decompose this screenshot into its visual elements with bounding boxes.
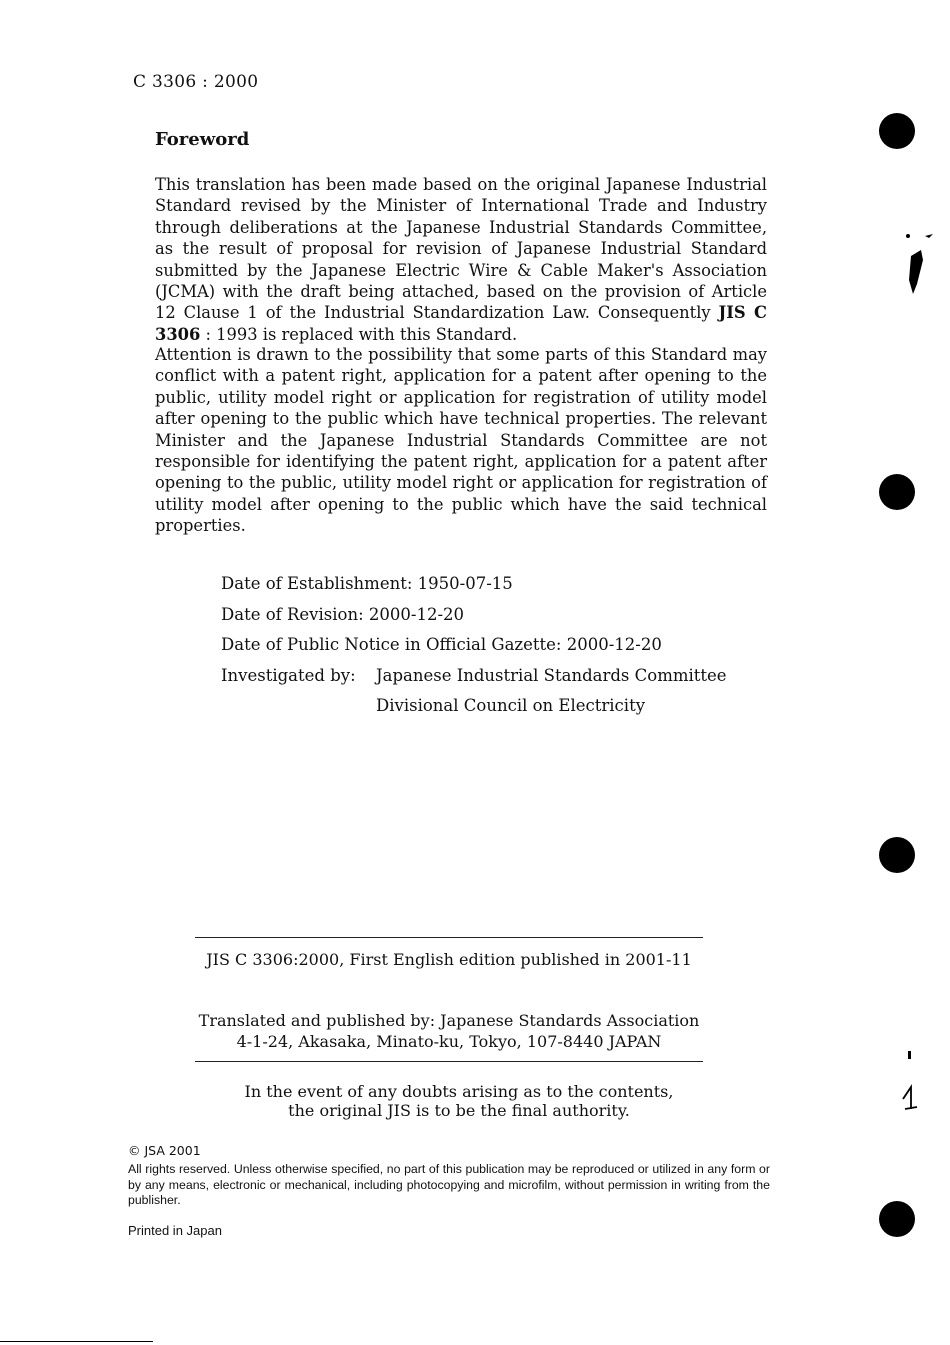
printed-in: Printed in Japan xyxy=(128,1223,222,1238)
revision-value: 2000-12-20 xyxy=(368,604,465,624)
bottom-divider xyxy=(195,1061,703,1062)
punch-hole-1 xyxy=(879,113,915,149)
authority-line-2: the original JIS is to be the final authority. xyxy=(288,1101,630,1120)
publisher-line-1: Translated and published by: Japanese Standards Association xyxy=(198,1011,700,1030)
authority-note xyxy=(195,1082,723,1120)
punch-hole-4 xyxy=(879,1201,915,1237)
gazette-label: Date of Public Notice in Official Gazette: xyxy=(221,635,562,654)
investigated-row xyxy=(221,665,727,715)
jis-reference: JIS C 3306 xyxy=(155,303,767,344)
foreword-paragraph-2 xyxy=(155,344,767,537)
revision-row xyxy=(221,604,727,635)
establishment-label: Date of Establishment: xyxy=(221,574,413,593)
investigated-line-2: Divisional Council on Electricity xyxy=(376,695,646,715)
document-id: C 3306 : 2000 xyxy=(133,72,259,92)
top-divider xyxy=(195,937,703,938)
gazette-row xyxy=(221,634,727,665)
dates-block xyxy=(221,573,727,715)
edge-line xyxy=(0,1341,153,1342)
foreword-heading: Foreword xyxy=(155,129,250,150)
punch-hole-2 xyxy=(879,474,915,510)
copyright-notice: © JSA 2001 xyxy=(128,1143,201,1158)
foreword-paragraph-1 xyxy=(155,174,767,345)
investigated-label: Investigated by: xyxy=(221,665,356,685)
gazette-value: 2000-12-20 xyxy=(566,635,662,654)
rights-statement: All rights reserved. Unless otherwise specified, no part of this publication may be reproduced or utilized in any form or by any means, electronic or mechanical, including photocopying and microfilm, without permission in writing from the publisher. xyxy=(128,1162,770,1208)
authority-line-1: In the event of any doubts arising as to the contents, xyxy=(244,1082,674,1101)
publisher-block xyxy=(195,1010,703,1052)
punch-hole-3 xyxy=(879,837,915,873)
paragraph-2-text: Attention is drawn to the possibility that some parts of this Standard may conflict with a patent right, application for a patent after opening to the public, utility model right or application for registration of utility model after opening to the public which have technical properties. The relevant Minister and the Japanese Industrial Standards Committee are not responsible for identifying the patent right, application for a patent after opening to the public, utility model right or application for registration of utility model after opening to the public which have the said technical properties. xyxy=(155,345,767,536)
establishment-row xyxy=(221,573,727,604)
scan-mark-smudge xyxy=(895,226,945,306)
establishment-value: 1950-07-15 xyxy=(417,574,513,593)
publisher-line-2: 4-1-24, Akasaka, Minato-ku, Tokyo, 107-8440 JAPAN xyxy=(236,1032,662,1051)
revision-label: Date of Revision: xyxy=(221,604,364,624)
investigated-value xyxy=(376,665,727,715)
paragraph-1-text: This translation has been made based on the original Japanese Industrial Standard revised by the Minister of International Trade and Industry through deliberations at the Japanese Industrial Standards Committee, as the result of proposal for revision of Japanese Industrial Standard submitted by the Japanese Electric Wire & Cable Maker's Association (JCMA) with the draft being attached, based on the provision of Article 12 Clause 1 of the Industrial Standardization Law. Consequently xyxy=(155,175,767,323)
investigated-line-1: Japanese Industrial Standards Committee xyxy=(376,665,727,685)
edition-line: JIS C 3306:2000, First English edition published in 2001-11 xyxy=(206,950,692,969)
paragraph-1-tail: : 1993 is replaced with this Standard. xyxy=(200,324,518,344)
scan-mark-handwriting xyxy=(895,1045,945,1125)
